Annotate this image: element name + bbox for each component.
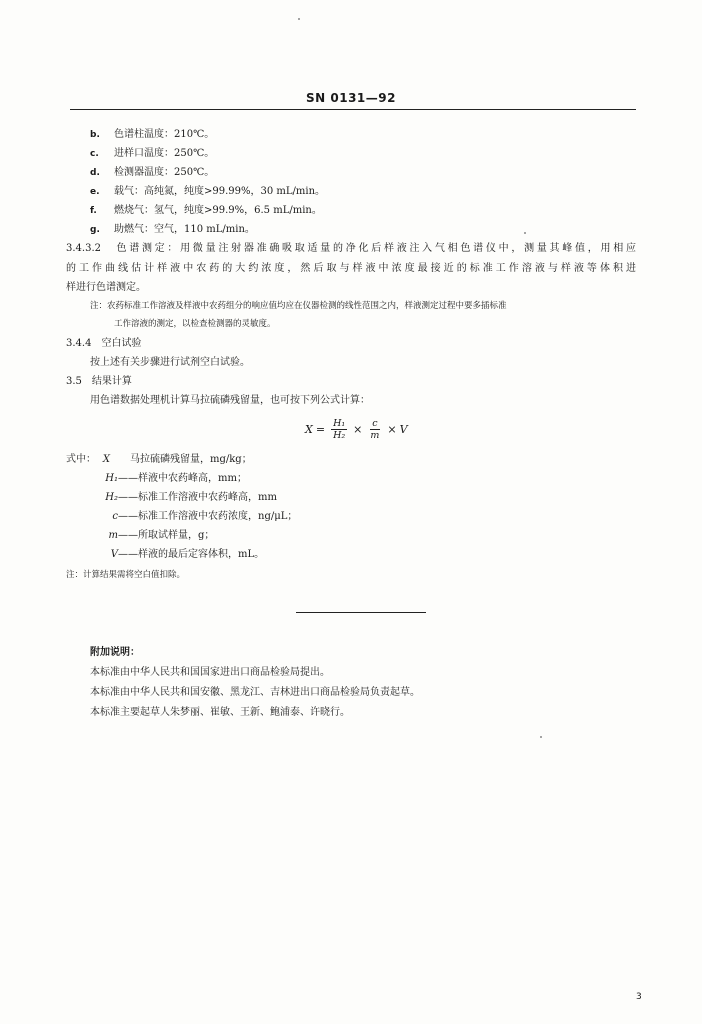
note-1-line2: 工作溶液的测定，以检查检测器的灵敏度。 xyxy=(114,319,276,329)
formula-c: c xyxy=(372,417,378,429)
definition-text: ——标准工作溶液中农药浓度，ng/μL； xyxy=(118,511,298,522)
condition-label: f. xyxy=(90,206,97,216)
formula-h2: H₂ xyxy=(333,429,346,441)
definition-item xyxy=(66,491,277,504)
section-3432-line1: 3.4.3.2 色谱测定：用微量注射器准确吸取适量的净化后样液注入气相色谱仪中，测量其峰值，用相应 xyxy=(66,243,636,254)
definition-symbol: m xyxy=(108,530,118,541)
condition-item xyxy=(90,128,214,142)
residue-formula xyxy=(305,414,408,444)
condition-text: 载气：高纯氮，纯度>99.99%，30 mL/min。 xyxy=(114,186,326,197)
section-35-intro: 用色谱数据处理机计算马拉硫磷残留量，也可按下列公式计算： xyxy=(90,395,370,406)
condition-label: e. xyxy=(90,187,100,197)
formula-equals: = xyxy=(315,422,326,436)
condition-text: 助燃气：空气，110 mL/min。 xyxy=(114,224,255,235)
condition-item xyxy=(90,204,322,218)
condition-label: g. xyxy=(90,225,100,235)
definition-symbol: X xyxy=(102,454,110,465)
condition-text: 燃烧气：氢气，纯度>99.9%，6.5 mL/min。 xyxy=(114,205,322,216)
formula-m: m xyxy=(370,429,380,441)
condition-item xyxy=(90,223,255,237)
definition-item xyxy=(66,472,247,485)
formula-h1: H₁ xyxy=(333,417,346,429)
definition-item xyxy=(66,510,297,523)
definition-symbol: V xyxy=(110,549,118,560)
condition-text: 色谱柱温度：210℃。 xyxy=(114,129,215,140)
formula-fraction-h xyxy=(331,418,347,441)
formula-times: × xyxy=(387,422,397,436)
definition-item xyxy=(66,453,252,466)
separator-rule xyxy=(296,612,426,613)
note-2: 注：计算结果需将空白值扣除。 xyxy=(66,570,186,580)
appendix-line: 本标准主要起草人朱梦丽、崔敏、王新、鲍浦泰、许晓行。 xyxy=(90,707,350,718)
section-344-heading: 3.4.4 空白试验 xyxy=(66,338,142,349)
definition-text: ——标准工作溶液中农药峰高，mm xyxy=(118,492,277,503)
definition-item xyxy=(66,548,264,561)
definition-text: ——样液中农药峰高，mm； xyxy=(118,473,247,484)
formula-times: × xyxy=(353,422,363,436)
definition-symbol: c xyxy=(112,511,118,522)
condition-item xyxy=(90,166,214,180)
scan-speck xyxy=(298,18,300,20)
header-rule xyxy=(70,109,636,110)
section-3432-line2: 的工作曲线估计样液中农药的大约浓度，然后取与样液中浓度最接近的标准工作溶液与样液等体积进 xyxy=(66,263,636,274)
condition-item xyxy=(90,147,214,161)
definition-text: ——所取试样量，g； xyxy=(118,530,215,541)
definition-symbol: H₁ xyxy=(105,473,118,484)
formula-fraction-cm xyxy=(368,418,381,441)
definition-symbol: H₂ xyxy=(105,492,118,503)
scan-speck xyxy=(540,736,542,738)
definition-prefix: 式中： xyxy=(66,454,96,465)
condition-label: b. xyxy=(90,130,100,140)
condition-item xyxy=(90,185,325,199)
condition-label: d. xyxy=(90,168,100,178)
appendix-line: 本标准由中华人民共和国安徽、黑龙江、吉林进出口商品检验局负责起草。 xyxy=(90,687,420,698)
section-344-text: 按上述有关步骤进行试剂空白试验。 xyxy=(90,357,250,368)
definition-item xyxy=(66,529,214,542)
condition-text: 进样口温度：250℃。 xyxy=(114,148,215,159)
standard-code-header: SN 0131—92 xyxy=(306,91,396,105)
appendix-title: 附加说明： xyxy=(90,647,140,658)
formula-lhs: X xyxy=(305,422,313,436)
section-35-heading: 3.5 结果计算 xyxy=(66,376,132,387)
condition-text: 检测器温度：250℃。 xyxy=(114,167,215,178)
formula-v: V xyxy=(399,422,408,436)
appendix-line: 本标准由中华人民共和国国家进出口商品检验局提出。 xyxy=(90,667,330,678)
definition-text: 马拉硫磷残留量，mg/kg； xyxy=(110,454,252,465)
note-1-line1: 注：农药标准工作溶液及样液中农药组分的响应值均应在仪器检测的线性范围之内，样液测定过程中要多插标准 xyxy=(90,301,507,311)
definition-text: ——样液的最后定容体积，mL。 xyxy=(118,549,265,560)
scan-speck xyxy=(524,232,526,234)
page-number: 3 xyxy=(636,992,642,1002)
condition-label: c. xyxy=(90,149,99,159)
section-3432-line3: 样进行色谱测定。 xyxy=(66,282,146,293)
